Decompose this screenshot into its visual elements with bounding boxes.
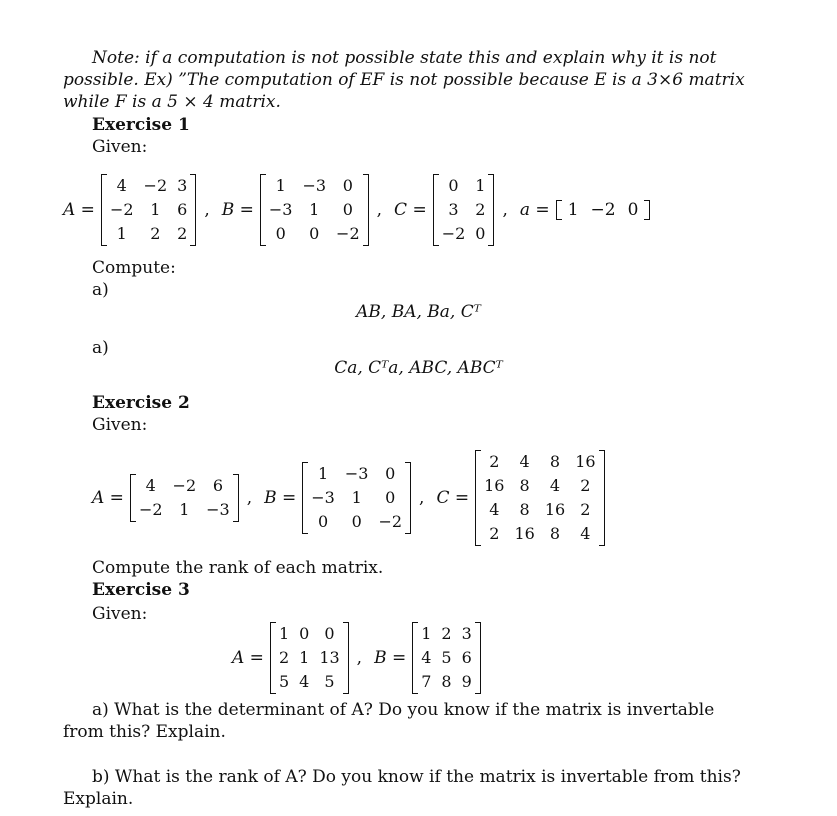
exercise-3-given: Given:: [92, 604, 148, 624]
cell: −3: [311, 488, 335, 507]
cell: 8: [549, 452, 561, 471]
cell: 0: [275, 224, 286, 243]
entry: 1: [567, 200, 579, 220]
exercise-1-given: Given:: [92, 137, 148, 157]
ex2-matrices: A = 4 −2 6 −2 1 −3 , B = 1 −3 0 −3 1 0 0 0 −2 , C = 2 4 8 16 16 8 4 2 4 8 16 2 2 16 8 4: [92, 450, 605, 546]
cell: −2: [138, 500, 163, 519]
cell: 7: [421, 672, 432, 691]
cell: −3: [268, 200, 293, 219]
cell: 0: [475, 224, 486, 243]
ex1-B-label: B =: [221, 200, 254, 220]
cell: −2: [109, 200, 134, 219]
cell: 1: [150, 200, 161, 219]
ex2-C-label: C =: [436, 488, 470, 508]
cell: 4: [580, 524, 591, 543]
cell: 0: [317, 512, 329, 531]
cell: 2: [278, 648, 290, 667]
cell: 0: [385, 488, 396, 507]
cell: 4: [299, 672, 310, 691]
cell: 2: [475, 200, 486, 219]
entry: 0: [627, 200, 639, 220]
ex1-a-label: a =: [519, 200, 550, 220]
cell: 1: [421, 624, 432, 643]
ex3-question-a-line-1: a) What is the determinant of A? Do you know if the matrix is invertable: [92, 700, 715, 720]
cell: 2: [177, 224, 188, 243]
cell: 1: [179, 500, 190, 519]
exercise-2-title: Exercise 2: [92, 393, 190, 413]
cell: 8: [519, 500, 530, 519]
cell: 0: [342, 200, 353, 219]
cell: −3: [344, 464, 369, 483]
exercise-2-given: Given:: [92, 415, 148, 435]
cell: 0: [385, 464, 396, 483]
cell: 8: [549, 524, 561, 543]
cell: −2: [172, 476, 197, 495]
cell: 5: [324, 672, 335, 691]
ex1-C-label: C =: [394, 200, 427, 220]
ex3-question-b-line-1: b) What is the rank of A? Do you know if the matrix is invertable from this?: [92, 767, 741, 787]
cell: 0: [299, 624, 310, 643]
cell: 1: [116, 224, 127, 243]
cell: 1: [278, 624, 290, 643]
ex1-matrix-B: [260, 174, 369, 246]
cell: 3: [461, 624, 472, 643]
cell: 8: [441, 672, 452, 691]
cell: 4: [421, 648, 432, 667]
cell: 3: [177, 176, 188, 195]
ex1-part-a2: a): [92, 338, 109, 358]
ex2-B-label: B =: [264, 488, 297, 508]
ex2-matrix-A: [130, 474, 239, 522]
ex2-matrix-B: [302, 462, 411, 534]
cell: 1: [475, 176, 486, 195]
ex3-matrices: A = 1 0 0 2 1 13 5 4 5 , B = 1 2 3 4 5 6 7 8 9: [232, 622, 481, 694]
cell: 4: [489, 500, 500, 519]
cell: 1: [275, 176, 286, 195]
cell: 2: [489, 452, 500, 471]
cell: 5: [278, 672, 290, 691]
cell: 2: [150, 224, 161, 243]
note-line-3: while F is a 5 × 4 matrix.: [63, 92, 281, 112]
cell: 8: [519, 476, 530, 495]
cell: 2: [580, 500, 591, 519]
cell: −2: [336, 224, 360, 243]
entry: −2: [590, 200, 616, 220]
ex1-vector-a: [556, 200, 651, 220]
cell: 0: [342, 176, 353, 195]
cell: 13: [319, 648, 340, 667]
cell: 1: [351, 488, 362, 507]
ex3-matrix-A: [270, 622, 349, 694]
exercise-3-title: Exercise 3: [92, 580, 190, 600]
ex3-question-a-line-2: from this? Explain.: [63, 722, 226, 742]
ex2-A-label: A =: [92, 488, 124, 508]
ex1-compute: Compute:: [92, 258, 176, 278]
cell: 6: [212, 476, 224, 495]
ex1-A-label: A =: [63, 200, 95, 220]
cell: 0: [448, 176, 459, 195]
cell: 4: [549, 476, 561, 495]
cell: 1: [309, 200, 320, 219]
note-line-1: Note: if a computation is not possible state this and explain why it is not: [92, 48, 717, 68]
ex1-expression-2: Ca, Cᵀa, ABC, ABCᵀ: [334, 358, 503, 378]
cell: 4: [116, 176, 127, 195]
cell: 1: [299, 648, 310, 667]
ex2-matrix-C: [475, 450, 604, 546]
cell: 6: [177, 200, 188, 219]
cell: 16: [544, 500, 566, 519]
cell: 0: [324, 624, 335, 643]
note-line-2: possible. Ex) ”The computation of EF is not possible because E is a 3×6 matrix: [63, 70, 745, 90]
ex1-part-a1: a): [92, 280, 109, 300]
ex3-matrix-B: [412, 622, 481, 694]
ex3-B-label: B =: [374, 648, 407, 668]
ex1-expression-1: AB, BA, Ba, Cᵀ: [356, 302, 481, 322]
cell: −2: [378, 512, 403, 531]
cell: 6: [461, 648, 472, 667]
cell: 16: [484, 476, 505, 495]
cell: 0: [309, 224, 320, 243]
ex3-A-label: A =: [232, 648, 264, 668]
cell: 3: [448, 200, 459, 219]
cell: 16: [575, 452, 596, 471]
cell: 2: [489, 524, 500, 543]
cell: 4: [519, 452, 530, 471]
ex1-matrix-C: [433, 174, 495, 246]
ex1-matrices: A = 4 −2 3 −2 1 6 1 2 2 , B = 1 −3 0 −3 1 0 0 0 −2 , C = 0 1 3 2 −2 0 , a = 1 −2 0: [63, 174, 650, 246]
cell: −3: [302, 176, 327, 195]
cell: 16: [514, 524, 535, 543]
cell: −2: [441, 224, 466, 243]
cell: 1: [317, 464, 329, 483]
cell: 0: [351, 512, 362, 531]
cell: −3: [206, 500, 230, 519]
ex2-task: Compute the rank of each matrix.: [92, 558, 384, 578]
cell: 2: [580, 476, 591, 495]
cell: 5: [441, 648, 452, 667]
cell: 4: [145, 476, 156, 495]
ex3-question-b-line-2: Explain.: [63, 789, 134, 809]
ex1-matrix-A: [101, 174, 196, 246]
cell: 2: [441, 624, 452, 643]
exercise-1-title: Exercise 1: [92, 115, 190, 135]
cell: 9: [461, 672, 472, 691]
cell: −2: [143, 176, 168, 195]
